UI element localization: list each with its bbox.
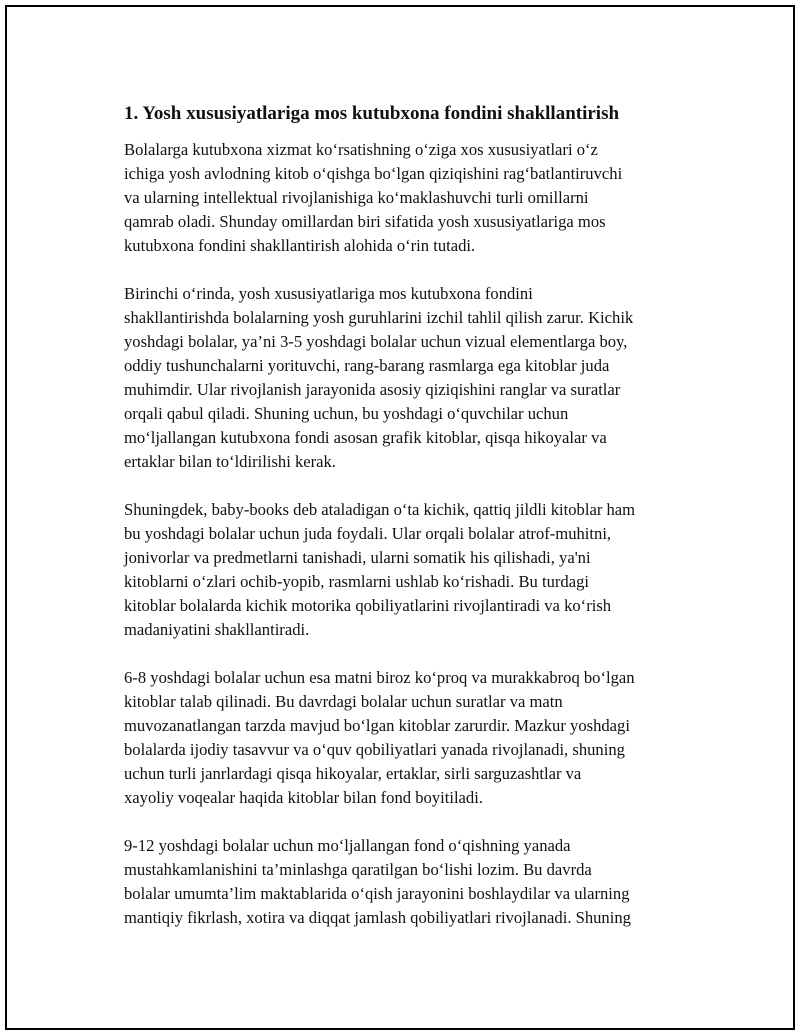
text-line: qamrab oladi. Shunday omillardan biri sifatida yosh xususiyatlariga mos <box>124 212 606 231</box>
text-line: muvozanatlangan tarzda mavjud bo‘lgan kitoblar zarurdir. Mazkur yoshdagi <box>124 716 630 735</box>
paragraph-5 <box>124 834 704 930</box>
text-line: uchun turli janrlardagi qisqa hikoyalar, ertaklar, sirli sarguzashtlar va <box>124 764 582 783</box>
text-line: Birinchi o‘rinda, yosh xususiyatlariga mos kutubxona fondini <box>124 284 533 303</box>
text-line: orqali qabul qiladi. Shuning uchun, bu yoshdagi o‘quvchilar uchun <box>124 404 569 423</box>
text-line: Bolalarga kutubxona xizmat ko‘rsatishning o‘ziga xos xususiyatlari o‘z <box>124 140 598 159</box>
text-line: mo‘ljallangan kutubxona fondi asosan grafik kitoblar, qisqa hikoyalar va <box>124 428 607 447</box>
page-frame <box>5 5 795 1030</box>
text-line: ichiga yosh avlodning kitob o‘qishga bo‘lgan qiziqishini rag‘batlantiruvchi <box>124 164 623 183</box>
text-line: kitoblar talab qilinadi. Bu davrdagi bolalar uchun suratlar va matn <box>124 692 563 711</box>
text-line: madaniyatini shakllantiradi. <box>124 620 310 639</box>
paragraph-2 <box>124 282 704 474</box>
text-line: mustahkamlanishini ta’minlashga qaratilgan bo‘lishi lozim. Bu davrda <box>124 860 592 879</box>
text-line: bolalar umumta’lim maktablarida o‘qish jarayonini boshlaydilar va ularning <box>124 884 630 903</box>
text-line: xayoliy voqealar haqida kitoblar bilan fond boyitiladi. <box>124 788 483 807</box>
text-line: kutubxona fondini shakllantirish alohida o‘rin tutadi. <box>124 236 476 255</box>
text-line: mantiqiy fikrlash, xotira va diqqat jamlash qobiliyatlari rivojlanadi. Shuning <box>124 908 631 927</box>
text-line: shakllantirishda bolalarning yosh guruhlarini izchil tahlil qilish zarur. Kichik <box>124 308 634 327</box>
text-line: 9-12 yoshdagi bolalar uchun mo‘ljallangan fond o‘qishning yanada <box>124 836 571 855</box>
text-line: ertaklar bilan to‘ldirilishi kerak. <box>124 452 336 471</box>
text-line: bu yoshdagi bolalar uchun juda foydali. Ular orqali bolalar atrof-muhitni, <box>124 524 612 543</box>
text-line: va ularning intellektual rivojlanishiga ko‘maklashuvchi turli omillarni <box>124 188 589 207</box>
paragraph-1 <box>124 138 704 258</box>
text-line: Shuningdek, baby-books deb ataladigan o‘ta kichik, qattiq jildli kitoblar ham <box>124 500 636 519</box>
section-heading: 1. Yosh xususiyatlariga mos kutubxona fondini shakllantirish <box>124 103 620 124</box>
text-line: kitoblar bolalarda kichik motorika qobiliyatlarini rivojlantiradi va ko‘rish <box>124 596 612 615</box>
text-line: jonivorlar va predmetlarni tanishadi, ularni somatik his qilishadi, ya'ni <box>124 548 591 567</box>
paragraph-4 <box>124 666 704 810</box>
text-line: bolalarda ijodiy tasavvur va o‘quv qobiliyatlari yanada rivojlanadi, shuning <box>124 740 625 759</box>
text-line: muhimdir. Ular rivojlanish jarayonida asosiy qiziqishini ranglar va suratlar <box>124 380 621 399</box>
text-line: yoshdagi bolalar, ya’ni 3-5 yoshdagi bolalar uchun vizual elementlarga boy, <box>124 332 628 351</box>
text-line: kitoblarni o‘zlari ochib-yopib, rasmlarni ushlab ko‘rishadi. Bu turdagi <box>124 572 589 591</box>
text-line: 6-8 yoshdagi bolalar uchun esa matni biroz ko‘proq va murakkabroq bo‘lgan <box>124 668 635 687</box>
paragraph-3 <box>124 498 704 642</box>
document-body <box>124 100 704 954</box>
text-line: oddiy tushunchalarni yorituvchi, rang-barang rasmlarga ega kitoblar juda <box>124 356 610 375</box>
